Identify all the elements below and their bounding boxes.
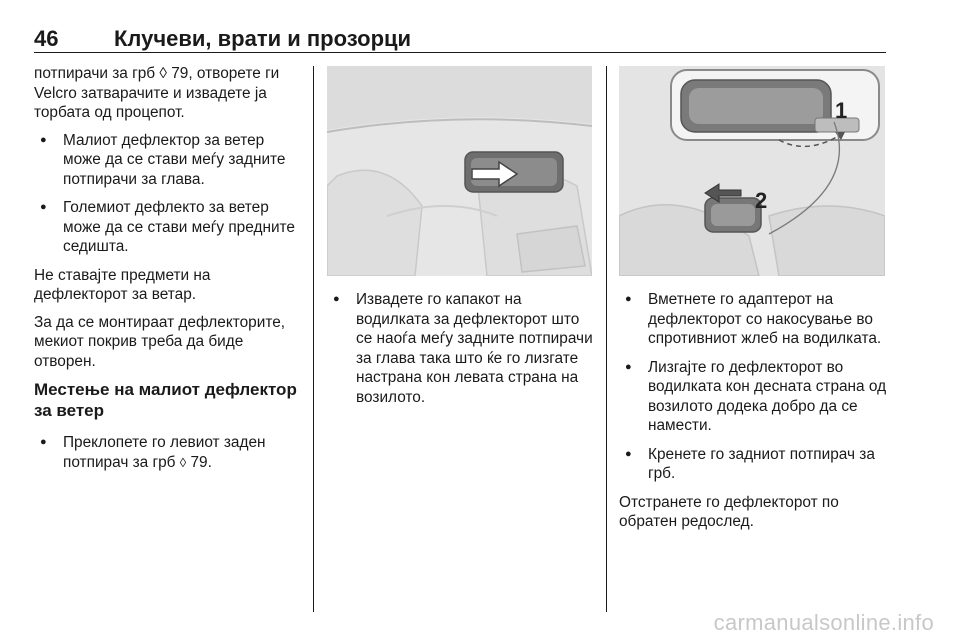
page-header bbox=[34, 26, 886, 52]
list-item: ● Големиот дефлекто за ветер може да се стави меѓу предните седишта. bbox=[34, 198, 304, 257]
section-heading: Местење на малиот дефлектор за ветер bbox=[34, 380, 297, 420]
bullet-list-3 bbox=[327, 290, 595, 407]
headrest-guide-illustration bbox=[327, 66, 592, 276]
list-item bbox=[34, 433, 304, 472]
bullet-list-2 bbox=[34, 433, 304, 472]
watermark: carmanualsonline.info bbox=[713, 610, 934, 635]
bullet-list-1 bbox=[34, 131, 304, 257]
column-divider-2 bbox=[606, 66, 607, 612]
chapter-title: Клучеви, врати и прозорци bbox=[114, 26, 412, 51]
page-reference-number: 79. bbox=[186, 453, 212, 471]
list-item: ● Лизгајте го дефлекторот во водилката кон десната страна од возилото додека добро да се намести. bbox=[619, 358, 889, 436]
column-divider-1 bbox=[313, 66, 314, 612]
text-column-1 bbox=[34, 64, 304, 481]
text-column-3 bbox=[619, 290, 889, 540]
figure-deflector-insert bbox=[619, 66, 885, 276]
bullet-list-4 bbox=[619, 290, 889, 484]
intro-paragraph: потпирачи за грб ◊ 79, отворете ги Velcro затварачите и извадете ја торбата од процепот. bbox=[34, 65, 280, 121]
figure-label-1: 1 bbox=[835, 98, 848, 123]
list-item: ● Малиот дефлектор за ветер може да се стави меѓу задните потпирачи за глава. bbox=[34, 131, 304, 190]
closing-paragraph: Отстранете го дефлекторот по обратен редослед. bbox=[619, 493, 839, 530]
list-item-text: Преклопете го левиот заден потпирач за грб bbox=[63, 434, 266, 471]
page-number: 46 bbox=[34, 26, 59, 51]
list-item: ● Извадете го капакот на водилката за дефлекторот што се наоѓа меѓу задните потпирачи за глава така што ќе го лизгате настрана кон левата страна на возилото. bbox=[327, 290, 595, 407]
figure-label-2: 2 bbox=[755, 188, 768, 213]
text-column-2 bbox=[327, 290, 595, 416]
list-item: ● Кренете го задниот потпирач за грб. bbox=[619, 445, 889, 484]
warning-paragraph: Не ставајте предмети на дефлекторот за ветар. bbox=[34, 266, 211, 303]
header-divider bbox=[34, 52, 886, 53]
page-reference-icon: ◊ bbox=[179, 454, 187, 470]
figure-headrest-guide bbox=[327, 66, 592, 276]
list-item: ● Вметнете го адаптерот на дефлекторот со накосување во спротивниот жлеб на водилката. bbox=[619, 290, 889, 349]
info-paragraph: За да се монтираат дефлекторите, мекиот покрив треба да биде отворен. bbox=[34, 313, 286, 370]
